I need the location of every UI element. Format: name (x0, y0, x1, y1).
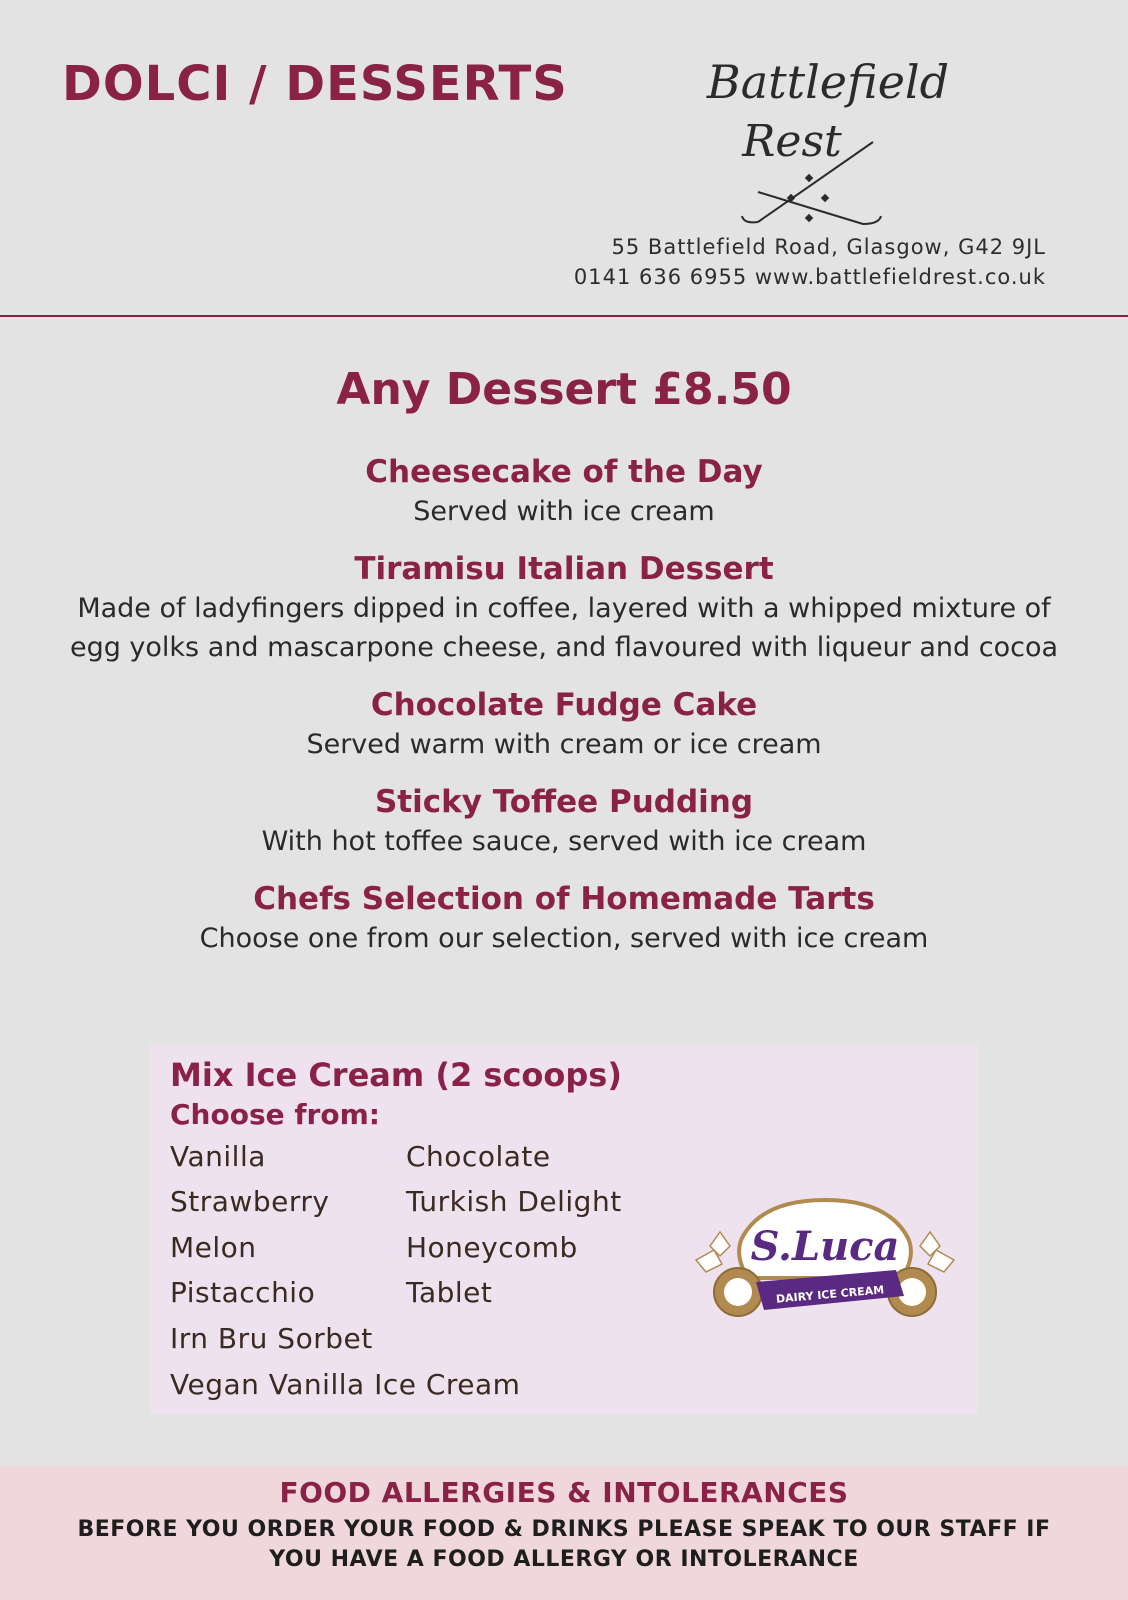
battlefield-rest-logo (698, 52, 958, 232)
dessert-list (60, 452, 1068, 976)
dessert-name: Chocolate Fudge Cake (370, 687, 758, 723)
dessert-name: Cheesecake of the Day (365, 454, 763, 490)
flavour-item: Irn Bru Sorbet (170, 1322, 373, 1355)
address-line: 55 Battlefield Road, Glasgow, G42 9JL (611, 235, 1046, 259)
allergy-text: BEFORE YOU ORDER YOUR FOOD & DRINKS PLEASE SPEAK TO OUR STAFF IF YOU HAVE A FOOD ALLERGY OR INTOLERANCE (77, 1517, 1051, 1572)
flavour-item: Tablet (406, 1276, 493, 1309)
dessert-item (60, 452, 1068, 531)
flavour-item: Vanilla (170, 1140, 266, 1173)
seal-left-inner (724, 1278, 752, 1306)
flavour-item: Melon (170, 1231, 257, 1264)
flavour-item: Vegan Vanilla Ice Cream (170, 1368, 521, 1401)
page-title: DOLCI / DESSERTS (62, 56, 568, 112)
flavour-item: Chocolate (406, 1140, 551, 1173)
dessert-description: Served with ice cream (413, 496, 715, 527)
allergy-notice (0, 1466, 1128, 1600)
dessert-item (60, 879, 1068, 958)
dessert-description: Served warm with cream or ice cream (306, 729, 822, 760)
dessert-item (60, 549, 1068, 667)
restaurant-address (574, 232, 1046, 292)
dessert-name: Tiramisu Italian Dessert (354, 551, 774, 587)
contact-line: 0141 636 6955 www.battlefieldrest.co.uk (573, 265, 1046, 289)
dessert-name: Sticky Toffee Pudding (374, 784, 754, 820)
brand-tagline: DAIRY ICE CREAM (775, 1283, 885, 1306)
ice-cream-subtitle: Choose from: (170, 1098, 380, 1131)
sluca-logo (690, 1194, 960, 1334)
flavour-item: Turkish Delight (406, 1185, 622, 1218)
flavour-item: Honeycomb (406, 1231, 578, 1264)
dessert-description: Made of ladyfingers dipped in coffee, layered with a whipped mixture of egg yolks and mascarpone cheese, and flavoured with liqueur and cocoa (69, 593, 1059, 663)
allergy-title: FOOD ALLERGIES & INTOLERANCES (279, 1476, 849, 1509)
dessert-description: Choose one from our selection, served with ice cream (199, 923, 929, 954)
header-divider (0, 315, 1128, 317)
price-heading: Any Dessert £8.50 (336, 364, 792, 415)
dessert-item (60, 685, 1068, 764)
diamond-dots-icon (787, 174, 829, 222)
logo-line-2: Rest (742, 116, 842, 167)
brand-name: S.Luca (750, 1223, 900, 1270)
dessert-item (60, 782, 1068, 861)
dessert-description: With hot toffee sauce, served with ice cream (261, 826, 867, 857)
dessert-name: Chefs Selection of Homemade Tarts (253, 881, 875, 917)
flavour-item: Strawberry (170, 1185, 330, 1218)
ice-cream-panel (150, 1044, 978, 1414)
ice-cream-title: Mix Ice Cream (2 scoops) (170, 1056, 622, 1094)
logo-line-1: Battlefield (706, 55, 950, 109)
flavour-item: Pistacchio (170, 1276, 316, 1309)
